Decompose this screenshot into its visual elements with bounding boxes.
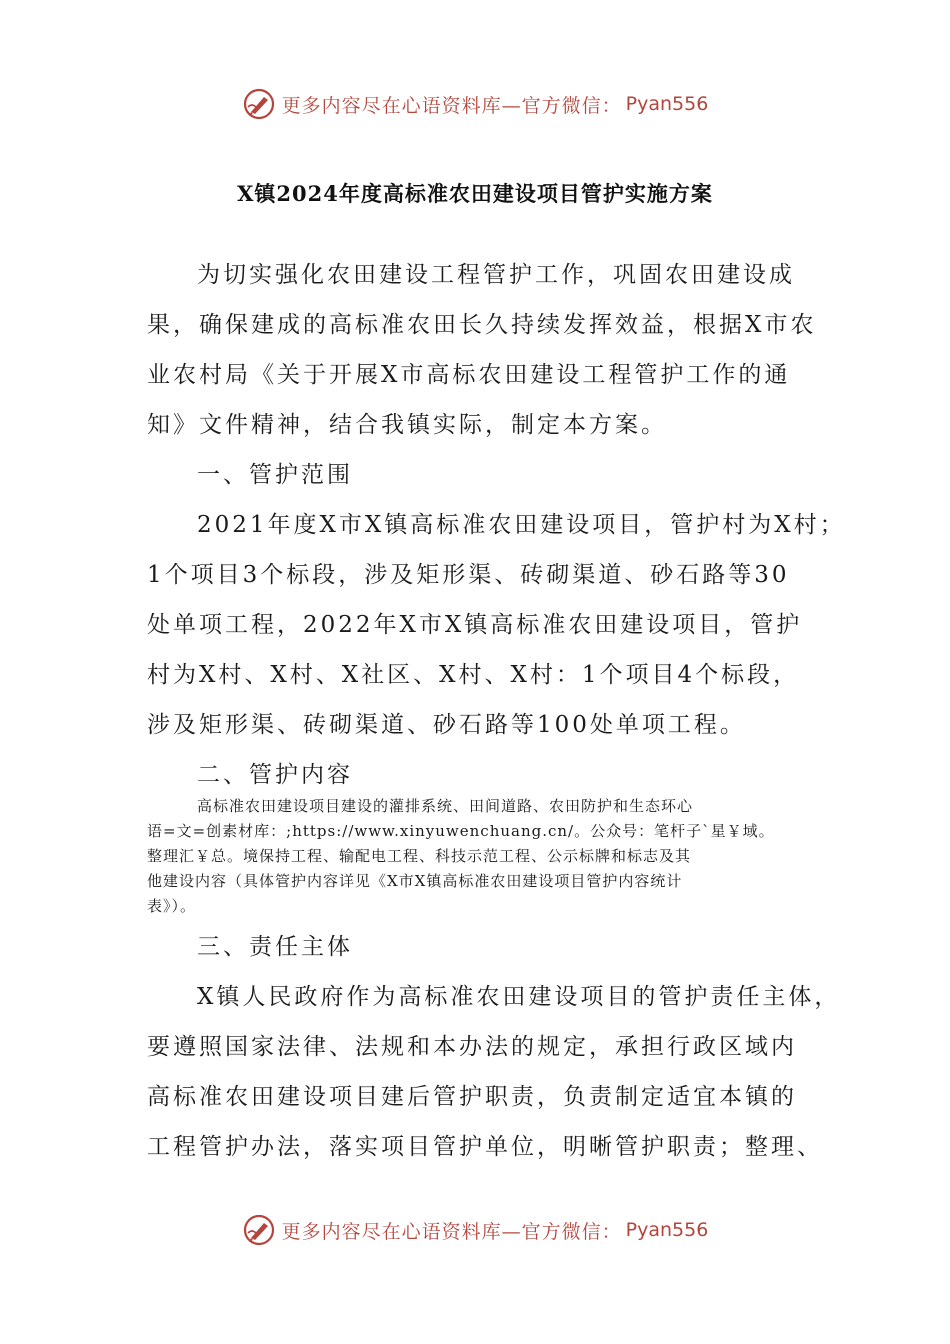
responsibility-line-1: X镇人民政府作为高标准农田建设项目的管护责任主体，	[197, 984, 841, 1010]
section-heading-responsibility: 三、责任主体	[197, 934, 353, 960]
pen-nib-logo-icon	[242, 87, 276, 121]
footer-watermark-banner	[0, 1210, 950, 1250]
banner-text: 更多内容尽在心语资料库—官方微信：	[281, 94, 622, 117]
responsibility-line-2: 要遵照国家法律、法规和本办法的规定，承担行政区域内	[147, 1034, 797, 1060]
content-line-3: 整理汇￥总。境保持工程、输配电工程、科技示范工程、公示标牌和标志及其	[147, 847, 692, 865]
banner-account: Pyan556	[625, 1219, 709, 1241]
banner-text: 更多内容尽在心语资料库—官方微信：	[281, 1220, 622, 1243]
scope-line-3: 处单项工程，2022年X市X镇高标准农田建设项目，管护	[147, 612, 803, 638]
responsibility-line-3: 高标准农田建设项目建后管护职责，负责制定适宜本镇的	[147, 1084, 797, 1110]
banner-account: Pyan556	[625, 93, 709, 115]
content-line-4: 他建设内容（具体管护内容详见《X市X镇高标准农田建设项目管护内容统计	[147, 872, 683, 890]
content-line-1: 高标准农田建设项目建设的灌排系统、田间道路、农田防护和生态环心	[197, 797, 694, 815]
responsibility-line-4: 工程管护办法，落实项目管护单位，明晰管护职责；整理、	[147, 1134, 823, 1160]
section-heading-scope: 一、管护范围	[197, 462, 353, 488]
intro-line-2: 果，确保建成的高标准农田长久持续发挥效益，根据X市农	[147, 312, 817, 338]
scope-line-4: 村为X村、X村、X社区、X村、X村：1个项目4个标段，	[147, 662, 800, 688]
content-line-2: 语=文=创素材库：;https://www.xinyuwenchuang.cn/。公众号：笔杆子`星￥域。	[147, 822, 775, 840]
scope-line-2: 1个项目3个标段，涉及矩形渠、砖砌渠道、砂石路等30	[147, 562, 790, 588]
scope-line-5: 涉及矩形渠、砖砌渠道、砂石路等100处单项工程。	[147, 712, 746, 738]
content-line-5: 表》）。	[147, 897, 197, 915]
pen-nib-logo-icon	[242, 1213, 276, 1247]
section-heading-content: 二、管护内容	[197, 762, 353, 788]
intro-line-1: 为切实强化农田建设工程管护工作，巩固农田建设成	[197, 262, 795, 288]
intro-line-3: 业农村局《关于开展X市高标农田建设工程管护工作的通	[147, 362, 791, 388]
intro-line-4: 知》文件精神，结合我镇实际，制定本方案。	[147, 412, 667, 438]
scope-line-1: 2021年度X市X镇高标准农田建设项目，管护村为X村；	[197, 512, 846, 538]
header-watermark-banner	[0, 84, 950, 124]
document-title: X镇2024年度高标准农田建设项目管护实施方案	[237, 181, 713, 206]
